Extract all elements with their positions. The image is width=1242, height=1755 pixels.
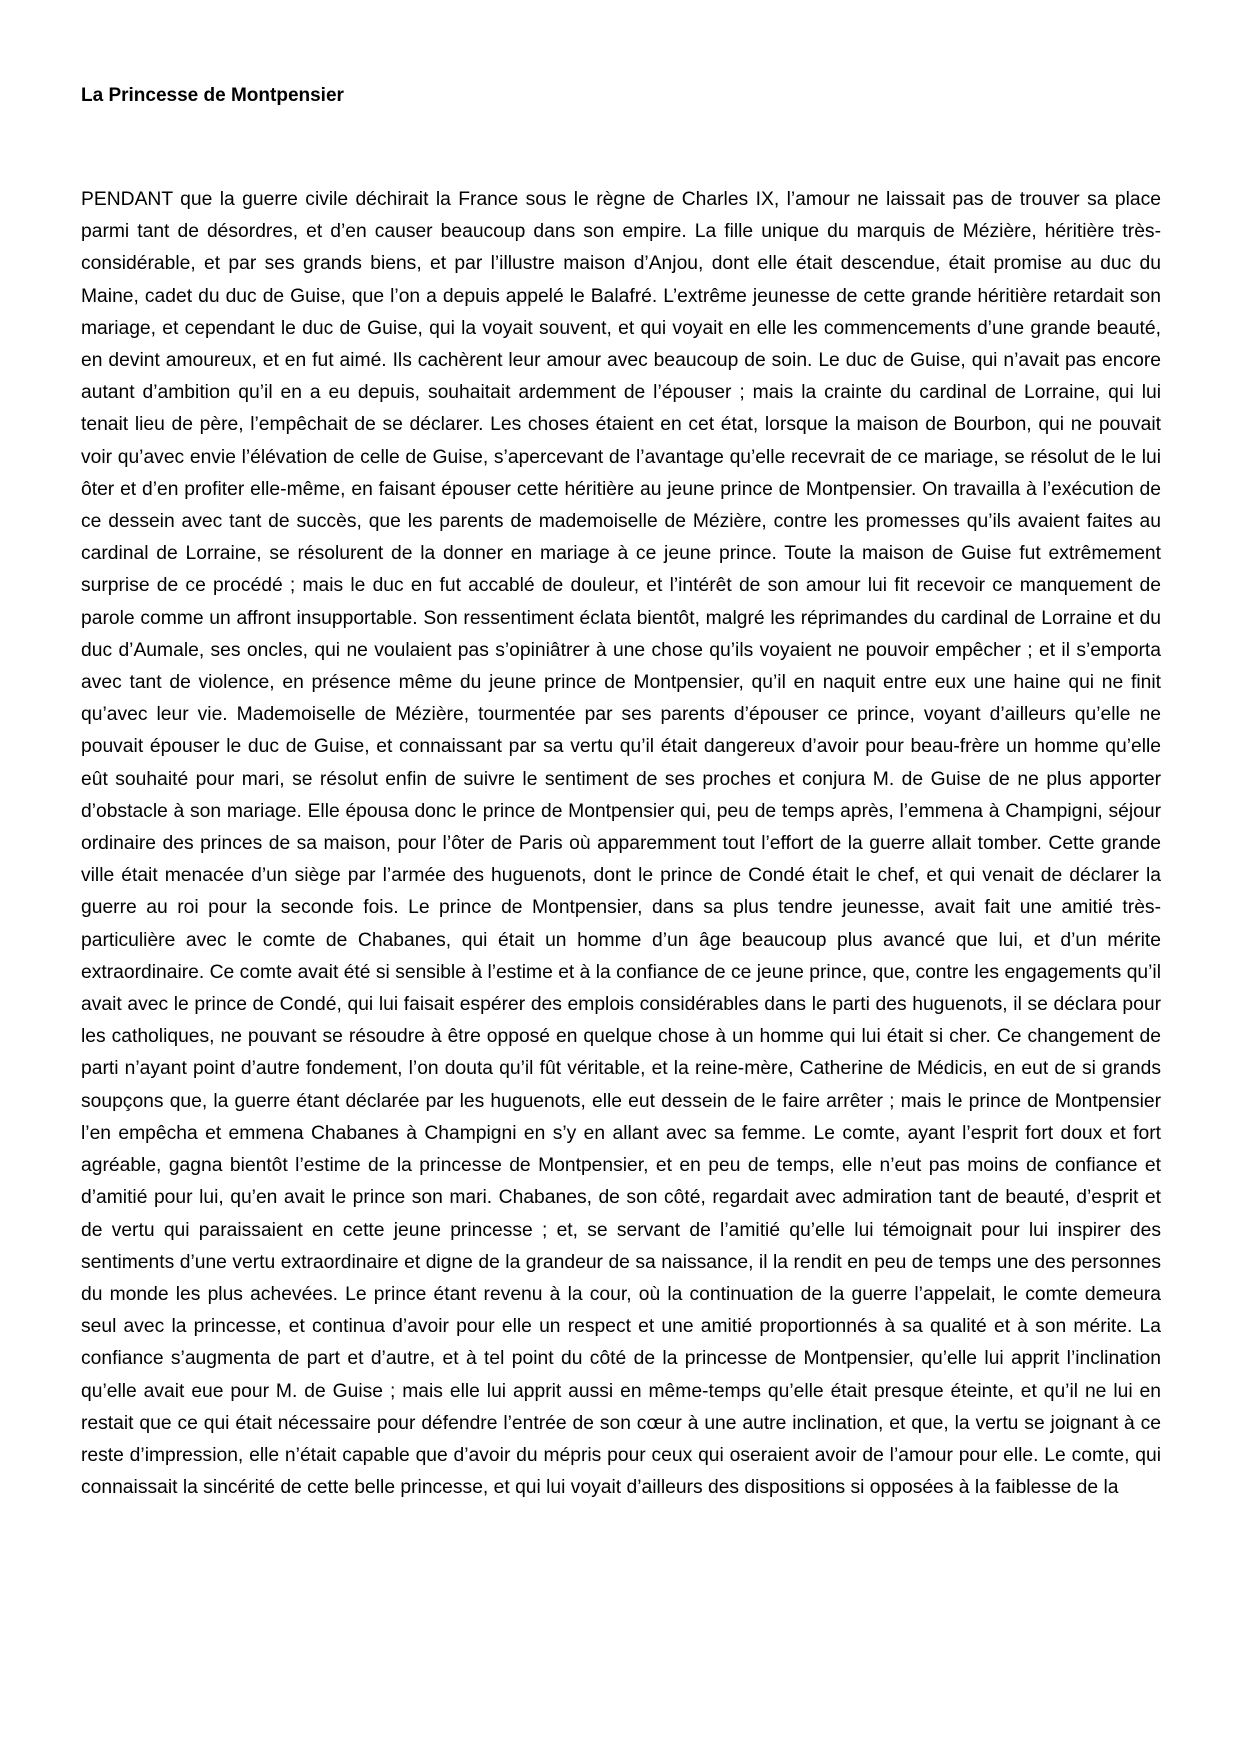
document-title: La Princesse de Montpensier [81, 85, 344, 106]
body-paragraph: PENDANT que la guerre civile déchirait la France sous le règne de Charles IX, l’amour ne laissait pas de trouver sa place parmi tant de désordres, et d’en causer beaucoup dans son empire. La fille unique du marquis de Mézière, héritière très-considérable, et par ses grands biens, et par l’illustre maison d’Anjou, dont elle était descendue, était promise au duc du Maine, cadet du duc de Guise, que l’on a depuis appelé le Balafré. L’extrême jeunesse de cette grande héritière retardait son mariage, et cependant le duc de Guise, qui la voyait souvent, et qui voyait en elle les commencements d’une grande beauté, en devint amoureux, et en fut aimé. Ils cachèrent leur amour avec beaucoup de soin. Le duc de Guise, qui n’avait pas encore autant d’ambition qu’il en a eu depuis, souhaitait ardemment de l’épouser ; mais la crainte du cardinal de Lorraine, qui lui tenait lieu de père, l’empêchait de se déclarer. Les choses étaient en cet état, lorsque la maison de Bourbon, qui ne pouvait voir qu’avec envie l’élévation de celle de Guise, s’apercevant de l’avantage qu’elle recevrait de ce mariage, se résolut de le lui ôter et d’en profiter elle-même, en faisant épouser cette héritière au jeune prince de Montpensier. On travailla à l’exécution de ce dessein avec tant de succès, que les parents de mademoiselle de Mézière, contre les promesses qu’ils avaient faites au cardinal de Lorraine, se résolurent de la donner en mariage à ce jeune prince. Toute la maison de Guise fut extrêmement surprise de ce procédé ; mais le duc en fut accablé de douleur, et l’intérêt de son amour lui fit recevoir ce manquement de parole comme un affront insupportable. Son ressentiment éclata bientôt, malgré les réprimandes du cardinal de Lorraine et du duc d’Aumale, ses oncles, qui ne voulaient pas s’opiniâtrer à une chose qu’ils voyaient ne pouvoir empêcher ; et il s’emporta avec tant de violence, en présence même du jeune prince de Montpensier, qu’il en naquit entre eux une haine qui ne finit qu’avec leur vie. Mademoiselle de Mézière, tourmentée par ses parents d’épouser ce prince, voyant d’ailleurs qu’elle ne pouvait épouser le duc de Guise, et connaissant par sa vertu qu’il était dangereux d’avoir pour beau-frère un homme qu’elle eût souhaité pour mari, se résolut enfin de suivre le sentiment de ses proches et conjura M. de Guise de ne plus apporter d’obstacle à son mariage. Elle épousa donc le prince de Montpensier qui, peu de temps après, l’emmena à Champigni, séjour ordinaire des princes de sa maison, pour l’ôter de Paris où apparemment tout l’effort de la guerre allait tomber. Cette grande ville était menacée d’un siège par l’armée des huguenots, dont le prince de Condé était le chef, et qui venait de déclarer la guerre au roi pour la seconde fois. Le prince de Montpensier, dans sa plus tendre jeunesse, avait fait une amitié très-particulière avec le comte de Chabanes, qui était un homme d’un âge beaucoup plus avancé que lui, et d’un mérite extraordinaire. Ce comte avait été si sensible à l’estime et à la confiance de ce jeune prince, que, contre les engagements qu’il avait avec le prince de Condé, qui lui faisait espérer des emplois considérables dans le parti des huguenots, il se déclara pour les catholiques, ne pouvant se résoudre à être opposé en quelque chose à un homme qui lui était si cher. Ce changement de parti n’ayant point d’autre fondement, l’on douta qu’il fût véritable, et la reine-mère, Catherine de Médicis, en eut de si grands soupçons que, la guerre étant déclarée par les huguenots, elle eut dessein de le faire arrêter ; mais le prince de Montpensier l’en empêcha et emmena Chabanes à Champigni en s’y en allant avec sa femme. Le comte, ayant l’esprit fort doux et fort agréable, gagna bientôt l’estime de la princesse de Montpensier, et en peu de temps, elle n’eut pas moins de confiance et d’amitié pour lui, qu’en avait le prince son mari. Chabanes, de son côté, regardait avec admiration tant de beauté, d’esprit et de vertu qui paraissaient en cette jeune princesse ; et, se servant de l’amitié qu’elle lui témoignait pour lui inspirer des sentiments d’une vertu extraordinaire et digne de la grandeur de sa naissance, il la rendit en peu de temps une des personnes du monde les plus achevées. Le prince étant revenu à la cour, où la continuation de la guerre l’appelait, le comte demeura seul avec la princesse, et continua d’avoir pour elle un respect et une amitié proportionnés à sa qualité et à son mérite. La confiance s’augmenta de part et d’autre, et à tel point du côté de la princesse de Montpensier, qu’elle lui apprit l’inclination qu’elle avait eue pour M. de Guise ; mais elle lui apprit aussi en même-temps qu’elle était presque éteinte, et qu’il ne lui en restait que ce qui était nécessaire pour défendre l’entrée de son cœur à une autre inclination, et que, la vertu se joignant à ce reste d’impression, elle n’était capable que d’avoir du mépris pour ceux qui oseraient avoir de l’amour pour elle. Le comte, qui connaissait la sincérité de cette belle princesse, et qui lui voyait d’ailleurs des dispositions si opposées à la faiblesse de la [81, 189, 1161, 1499]
